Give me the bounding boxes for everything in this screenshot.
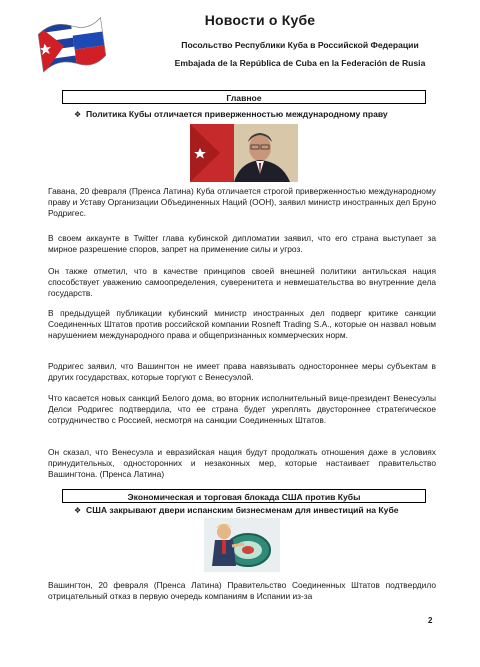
minister-photo-icon <box>190 124 298 182</box>
paragraph: Что касается новых санкций Белого дома, во вторник исполнительный вице-президент Венесуэлы Делси Родригес подтвердила, что ее страна будет укреплять двустороннее стратегическое сотрудничество с Россией, несмотря на санкции Соединенных Штатов. <box>48 393 436 425</box>
headline-text-1: Политика Кубы отличается приверженностью международному праву <box>86 109 388 119</box>
paragraph: Он сказал, что Венесуэла и евразийская нация будут продолжать отношения даже в условиях принудительных, односторонних и незаконных мер, которые настаивает правительство Вашингтона. (Пренса Латина) <box>48 447 436 479</box>
diamond-bullet-icon: ❖ <box>74 506 82 515</box>
embassy-name-es: Embajada de la República de Cuba en la Federación de Rusia <box>174 58 426 68</box>
section-header-main: Главное <box>62 90 426 104</box>
paragraph: Он также отметил, что в качестве принципов своей внешней политики антильская нация способствует уважению самоопределения, суверенитета и невмешательства во внутренние дела государств. <box>48 266 436 298</box>
paragraph: В своем аккаунте в Twitter глава кубинской дипломатии заявил, что его страна выступает за мирное разрешение споров, запрет на применение силы и угроз. <box>48 233 436 254</box>
paragraph: Вашингтон, 20 февраля (Пренса Латина) Правительство Соединенных Штатов подтвердило отрицательный отказ в первую очередь компаниям в Испании из-за <box>48 580 436 601</box>
paragraph: Родригес заявил, что Вашингтон не имеет права навязывать одностороннее меры субъектам в других государствах, которые торгуют с Венесуэлой. <box>48 361 436 382</box>
article-headline-1 <box>74 109 454 119</box>
headline-text-2: США закрывают двери испанским бизнесменам для инвестиций на Кубе <box>86 505 399 515</box>
article-headline-2 <box>74 505 454 515</box>
cartoon-illustration-icon <box>204 518 280 572</box>
section-header-blockade: Экономическая и торговая блокада США против Кубы <box>62 489 426 503</box>
page-number: 2 <box>428 616 433 625</box>
embassy-name-ru: Посольство Республики Куба в Российской Федерации <box>181 40 419 50</box>
paragraph: Гавана, 20 февраля (Пренса Латина) Куба отличается строгой приверженностью международному праву и Уставу Организации Объединенных Наций (ООН), заявил министр иностранных дел Бруно Родригес. <box>48 186 436 218</box>
page-title: Новости о Кубе <box>204 12 316 28</box>
diamond-bullet-icon: ❖ <box>74 110 82 119</box>
paragraph: В предыдущей публикации кубинский министр иностранных дел подверг критике санкции Соединенных Штатов против российской компании Rosneft Trading S.A., которые он назвал новым нарушением международного права и общепризнанных коммерческих норм. <box>48 308 436 340</box>
